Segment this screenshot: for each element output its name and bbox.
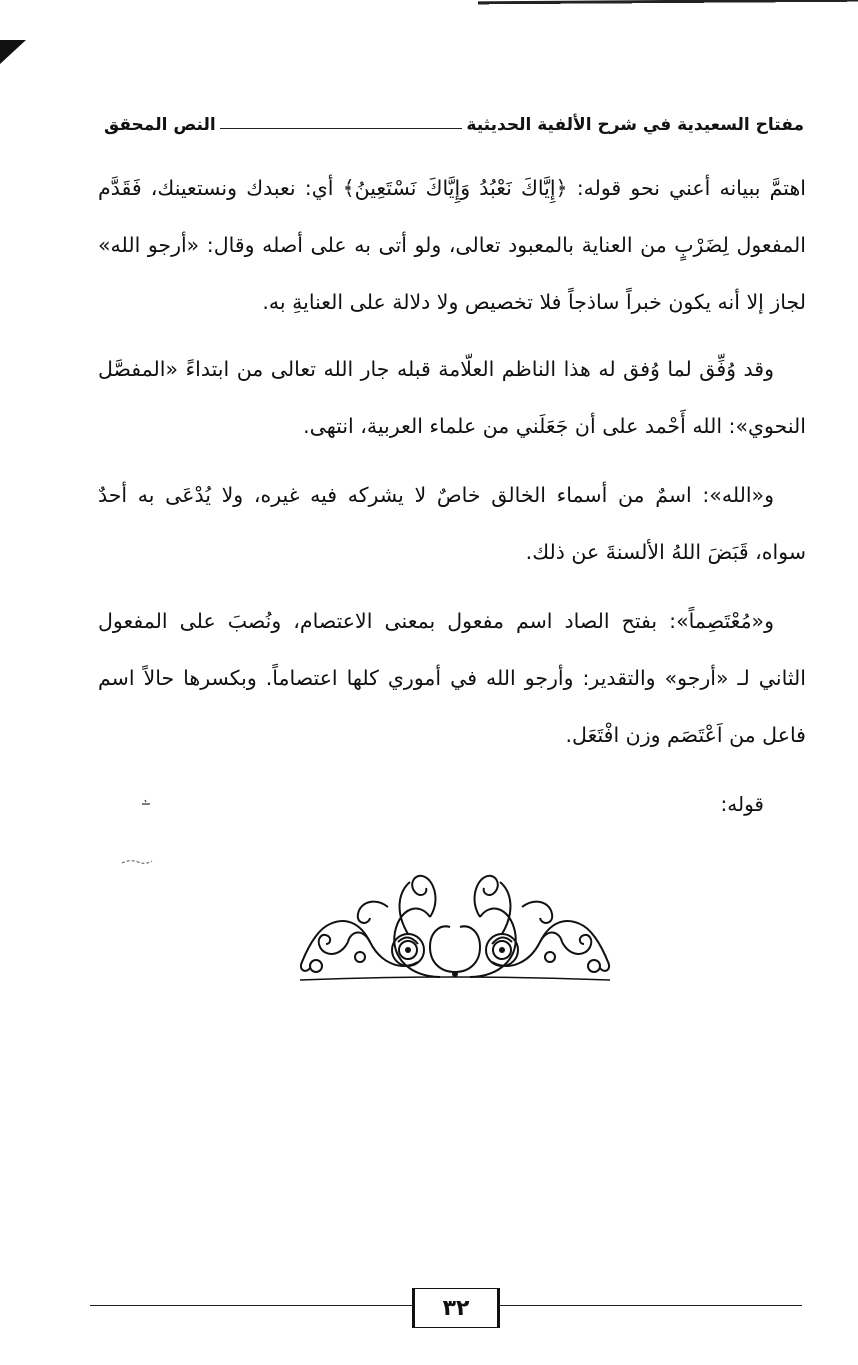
- running-header: [104, 108, 804, 142]
- scan-speck: [120, 857, 154, 867]
- body-text: [98, 160, 806, 764]
- footer-rule: [90, 1305, 412, 1306]
- text-line: و«مُعْتَصِماً»: بفتح الصاد اسم مفعول بمعنى الاعتصام، ونُصبَ على: [179, 609, 774, 633]
- header-rule: [220, 128, 463, 129]
- text-line: «المفصَّل النحوي»: الله أَحْمد على أن جَعَلَني من علماء العربية، انتهى.: [98, 357, 806, 438]
- text-line: و«الله»: اسمٌ من أسماء الخالق خاصٌ لا يشركه فيه غيره، ولا يُدْعَى به أحدٌ: [98, 483, 774, 507]
- paragraph: [98, 160, 806, 331]
- scan-speck: [140, 798, 152, 806]
- text-line: فَقَدَّم المفعول لِضَرْبٍ من العناية بالمعبود تعالى، ولو أتى به على أصله وقال:: [98, 176, 806, 257]
- paragraph: [98, 593, 806, 764]
- section-title: النص المحقق: [104, 115, 216, 135]
- scan-corner-mark: [0, 40, 26, 64]
- text-line: اهتمَّ ببيانه أعني نحو قوله: ﴿إِيَّاكَ نَعْبُدُ وَإِيَّاكَ نَسْتَعِينُ﴾ أي: نعبدك ونستعينك،: [150, 176, 806, 200]
- scan-edge-line: [478, 0, 858, 6]
- text-line: المفعول الثاني لـ «أرجو» والتقدير: وأرجو الله في أموري كلها اعتصاماً.: [98, 609, 806, 690]
- text-line: به.: [262, 290, 286, 314]
- floral-ornament-icon: [290, 862, 620, 992]
- text-line: سواه، قَبَضَ اللهُ الألسنةَ عن ذلك.: [525, 540, 806, 564]
- paragraph: [98, 341, 806, 455]
- page-number: ٣٢: [412, 1288, 500, 1328]
- text-line: «أرجو الله» لجاز إلا أنه يكون خبراً ساذجاً فلا تخصيص ولا دلالة على العنايةِ: [98, 233, 806, 314]
- text-line: وقد وُفِّق لما وُفق له هذا الناظم العلّامة قبله جار الله تعالى من ابتداءً: [185, 357, 774, 381]
- footer-rule: [500, 1305, 802, 1306]
- qawluh-label: قوله:: [720, 792, 764, 816]
- text-line: وبكسرها حالاً اسم فاعل من اَعْتَصَم وزن افْتَعَل.: [98, 666, 806, 747]
- paragraph: [98, 467, 806, 581]
- book-title: مفتاح السعيدية في شرح الألفية الحديثية: [466, 115, 804, 135]
